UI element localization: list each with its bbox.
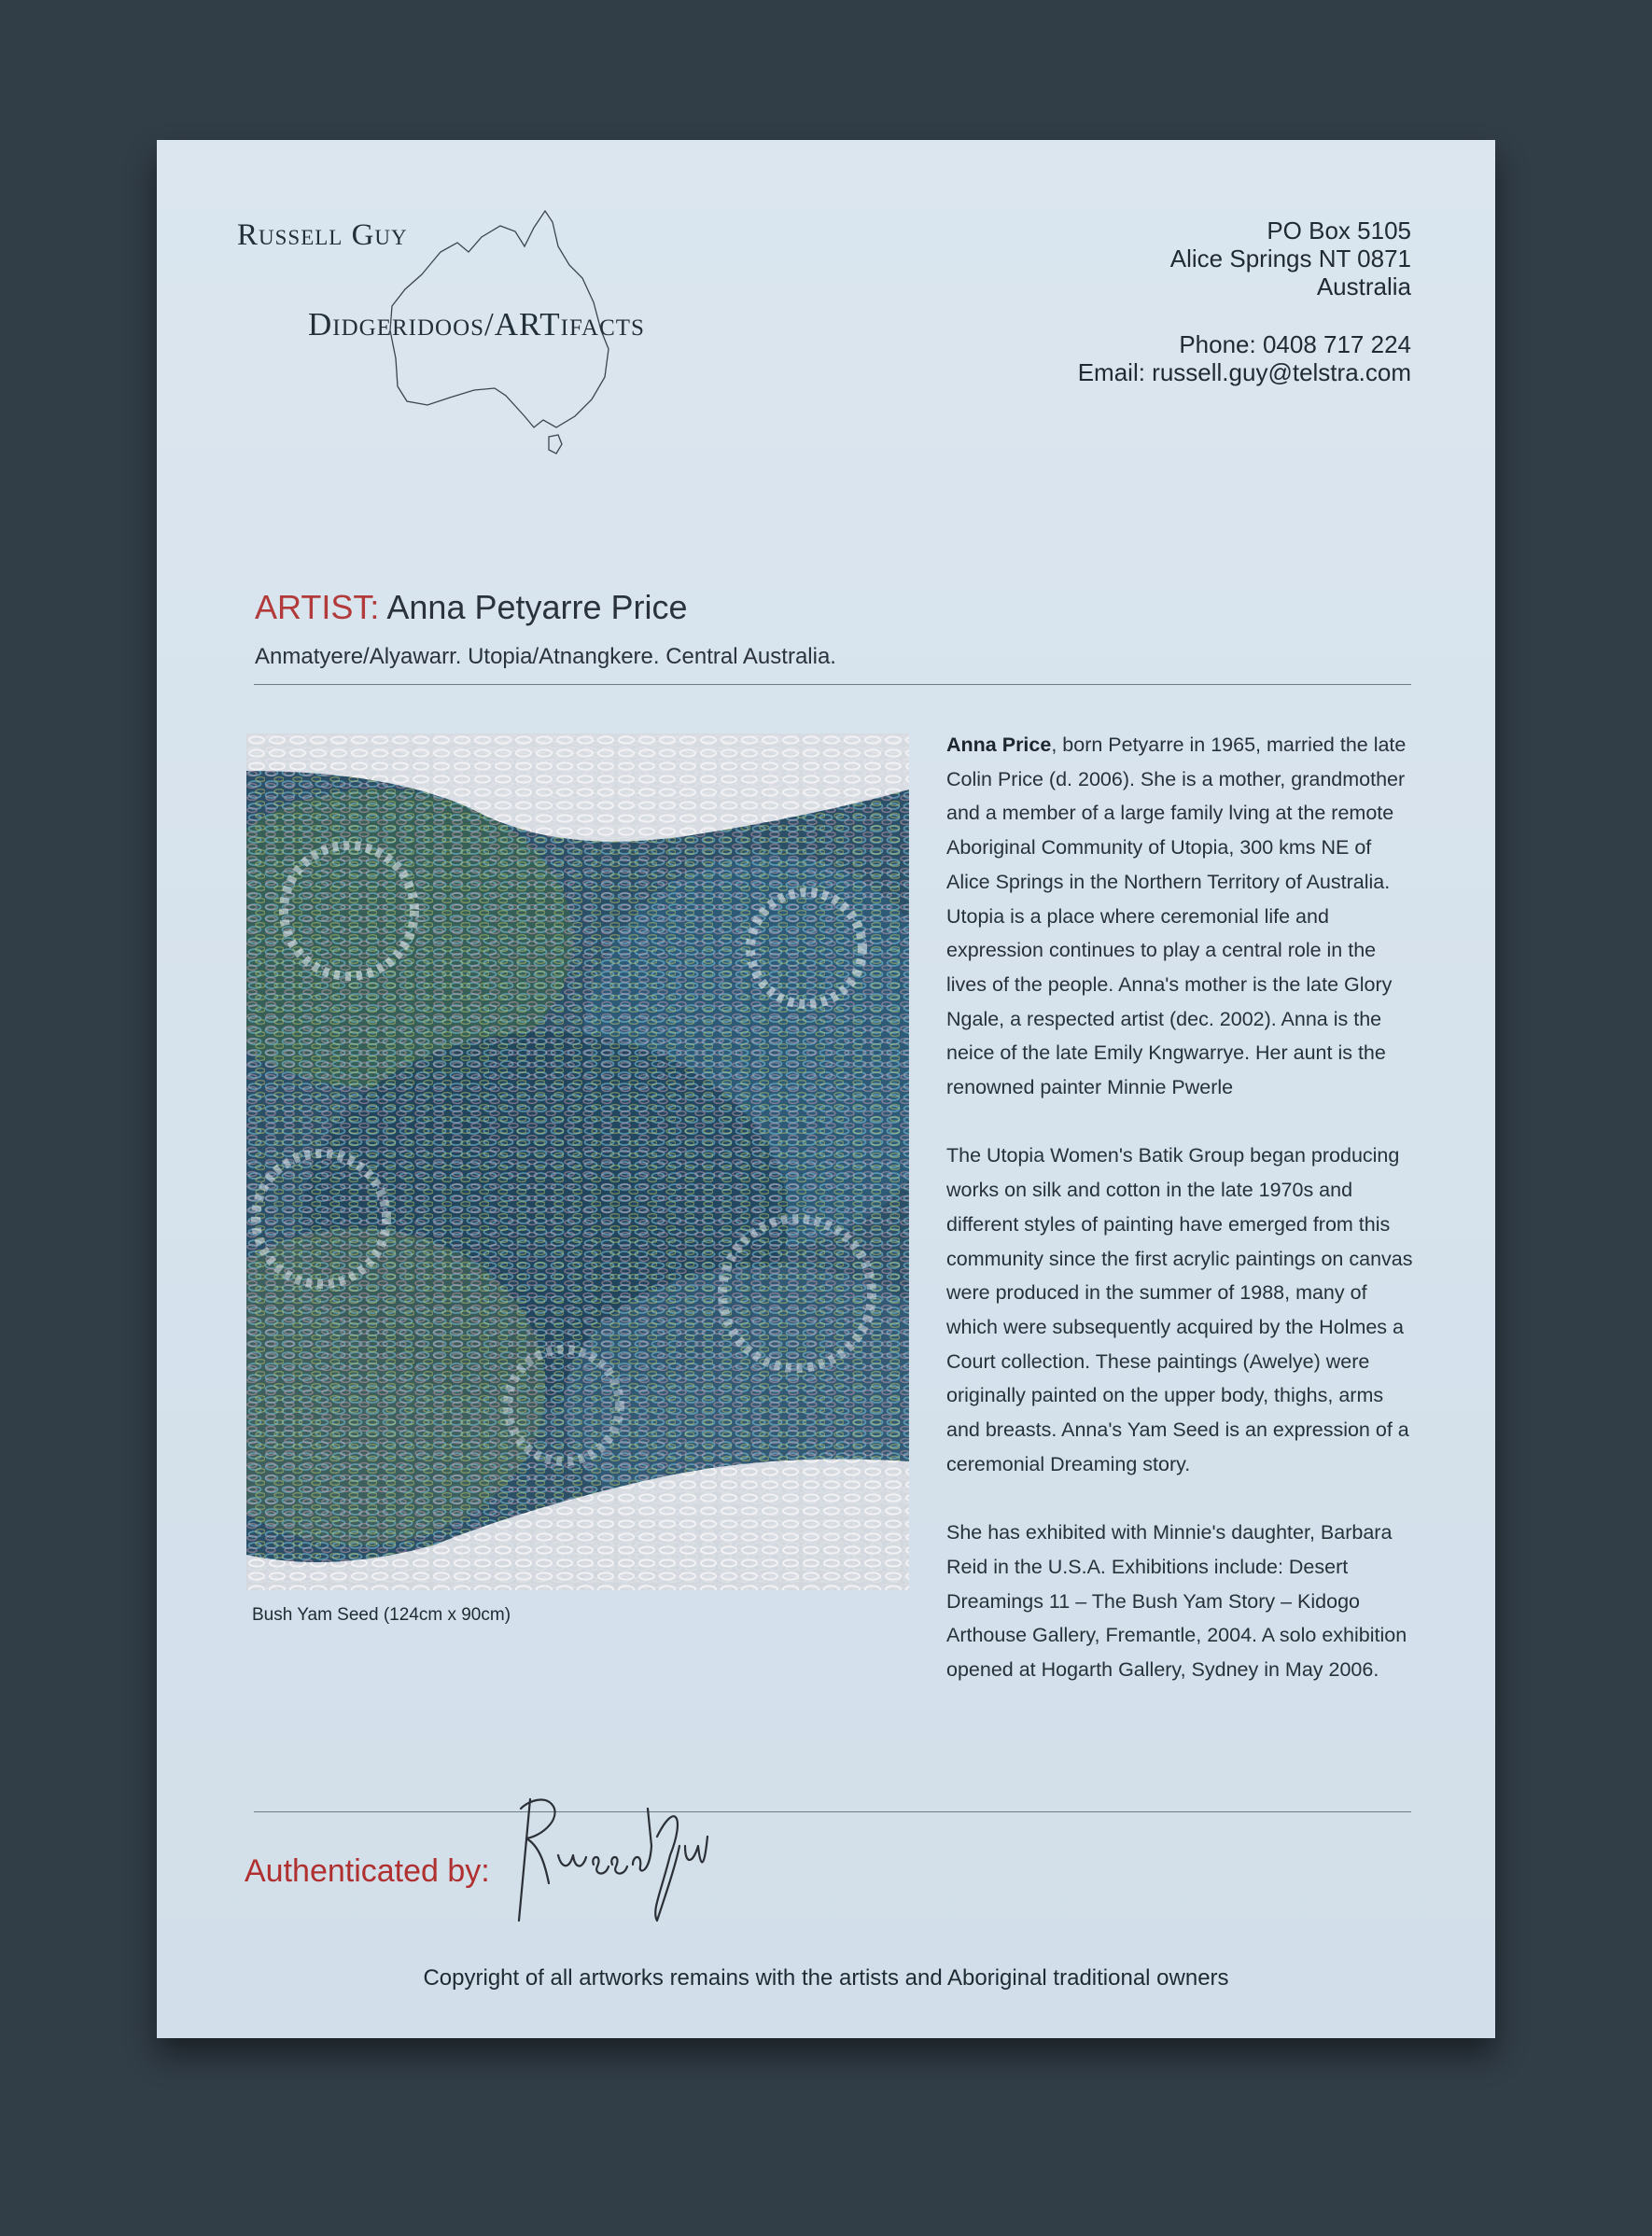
bio-artist-name: Anna Price: [946, 734, 1052, 756]
phone-number: Phone: 0408 717 224: [1179, 330, 1411, 358]
address-line: Australia: [1316, 273, 1411, 300]
bio-paragraph: The Utopia Women's Batik Group began producing works on silk and cotton in the late 1970s and different styles of painting have emerged from this community since the first acrylic paintings on canvas were produced in the summer of 1988, many of which were subsequently acquired by the Holmes a Court collection. These paintings (Awelye) were originally painted on the upper body, thighs, arms and breasts. Anna's Yam Seed is an expression of a ceremonial Dreaming story.: [946, 1144, 1413, 1475]
artist-label: ARTIST:: [255, 588, 380, 626]
artist-biography: [946, 728, 1413, 1721]
address-line: Alice Springs NT 0871: [1169, 245, 1411, 273]
artist-name: Anna Petyarre Price: [386, 588, 688, 626]
header-divider: [254, 684, 1411, 685]
artist-origin: Anmatyere/Alyawarr. Utopia/Atnangkere. Central Australia.: [255, 644, 836, 669]
artwork-caption: Bush Yam Seed (124cm x 90cm): [252, 1605, 511, 1625]
artist-heading: [255, 588, 688, 627]
copyright-notice: Copyright of all artworks remains with the artists and Aboriginal traditional owners: [423, 1965, 1229, 1991]
logo-name: Russell Guy: [237, 218, 408, 252]
bio-paragraph: Anna Price, born Petyarre in 1965, married the late Colin Price (d. 2006). She is a mother, grandmother and a member of a large family lving at the remote Aboriginal Community of Utopia, 300 kms NE of Alice Springs in the Northern Territory of Australia. Utopia is a place where ceremonial life and expression continues to play a central role in the lives of the people. Anna's mother is the late Glory Ngale, a respected artist (dec. 2002). Anna is the neice of the late Emily Kngwarrye. Her aunt is the renowned painter Minnie Pwerle: [946, 734, 1407, 1099]
bio-paragraph: She has exhibited with Minnie's daughter, Barbara Reid in the U.S.A. Exhibitions include: Desert Dreamings 11 – The Bush Yam Story – Kidogo Arthouse Gallery, Fremantle, 2004. A solo exhibition opened at Hogarth Gallery, Sydney in May 2006.: [946, 1521, 1407, 1681]
contact-block: [1078, 217, 1411, 386]
email-address: Email: russell.guy@telstra.com: [1077, 358, 1411, 386]
certificate-page: [157, 140, 1495, 2038]
footer-divider: [254, 1811, 1411, 1812]
signature-image: [493, 1781, 735, 1930]
address-line: PO Box 5105: [1267, 217, 1411, 245]
artwork-image: [246, 734, 909, 1590]
authenticated-label: Authenticated by:: [245, 1853, 490, 1889]
logo-tagline: Didgeridoos/ARTifacts: [308, 306, 645, 342]
